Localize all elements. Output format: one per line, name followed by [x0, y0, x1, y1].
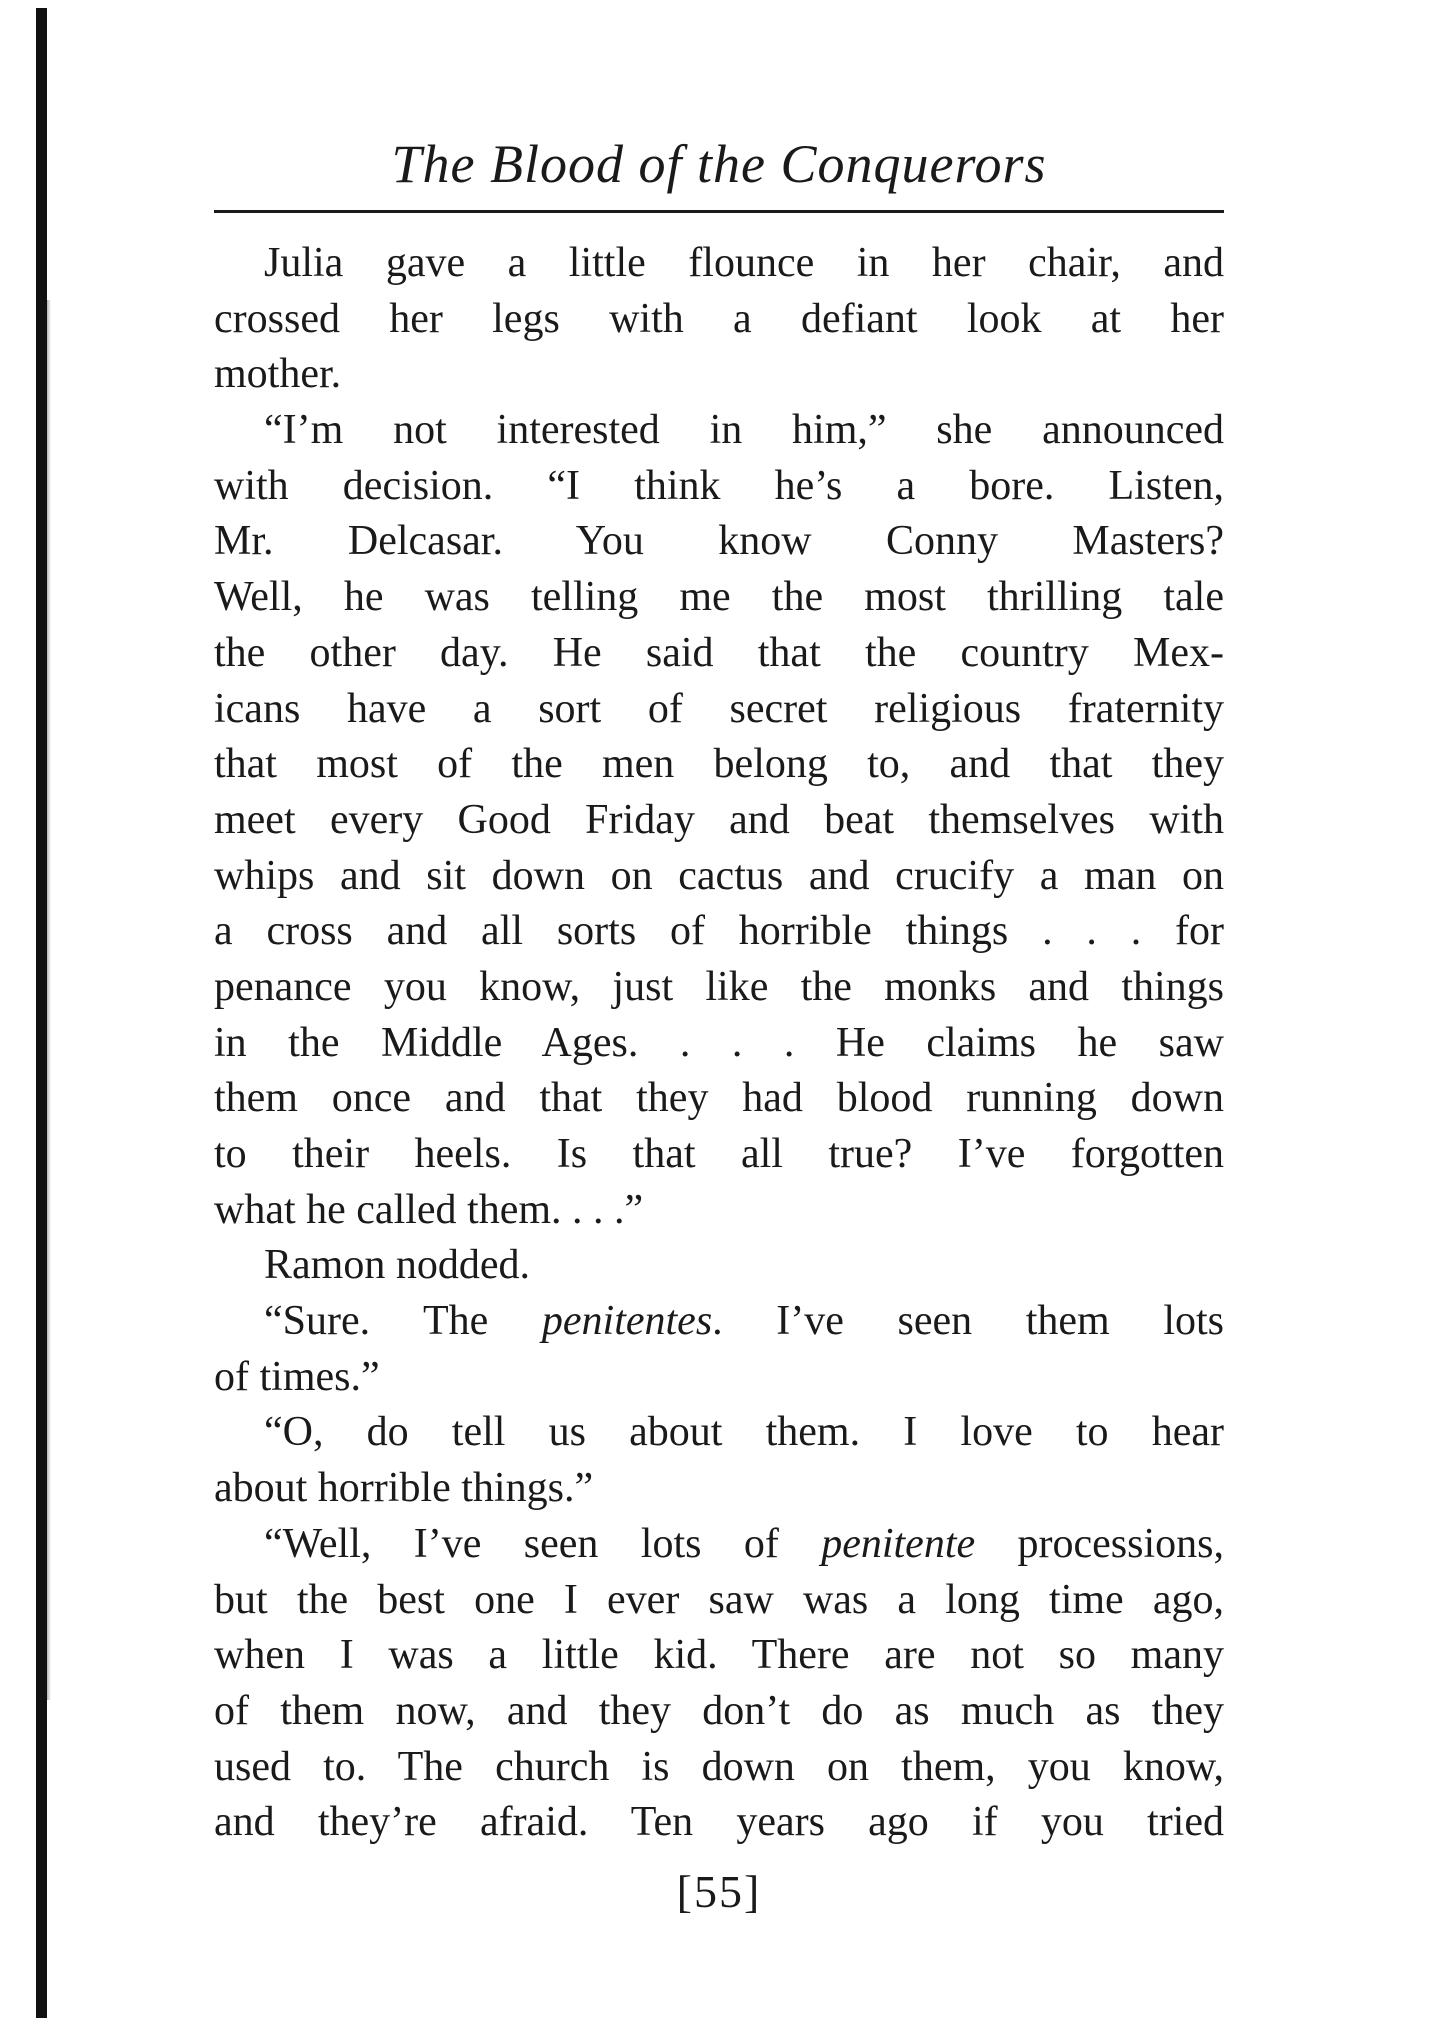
text-line: Mr. Delcasar. You know Conny Masters? — [214, 518, 1224, 565]
text-line: “Well, I’ve seen lots of penitente processions, — [264, 1520, 1224, 1567]
text-line: about horrible things.” — [214, 1465, 594, 1512]
text-line: when I was a little kid. There are not so many — [214, 1632, 1224, 1679]
text-line: in the Middle Ages. . . . He claims he saw — [214, 1019, 1224, 1066]
header-rule — [214, 210, 1224, 213]
text-line: and they’re afraid. Ten years ago if you tried — [214, 1799, 1224, 1846]
text-line: of them now, and they don’t do as much as they — [214, 1687, 1224, 1734]
running-head: The Blood of the Conquerors — [391, 134, 1047, 194]
text-line: them once and that they had blood running down — [214, 1075, 1224, 1122]
text-line: a cross and all sorts of horrible things . . . for — [214, 908, 1224, 955]
page-binding-edge — [36, 8, 47, 2018]
text-line: with decision. “I think he’s a bore. Listen, — [214, 462, 1224, 509]
text-line: icans have a sort of secret religious fraternity — [214, 685, 1224, 732]
page-binding-shadow — [47, 300, 51, 1700]
text-line: Ramon nodded. — [264, 1242, 530, 1289]
text-line: Well, he was telling me the most thrilling tale — [214, 574, 1224, 621]
text-line: “Sure. The penitentes. I’ve seen them lots — [264, 1298, 1225, 1345]
body-text — [214, 236, 1224, 1851]
text-line: whips and sit down on cactus and crucify a man on — [214, 852, 1224, 899]
text-line: used to. The church is down on them, you know, — [214, 1743, 1224, 1790]
text-line: meet every Good Friday and beat themselves with — [214, 796, 1224, 843]
text-line: crossed her legs with a defiant look at her — [214, 295, 1224, 342]
text-line: to their heels. Is that all true? I’ve forgotten — [214, 1131, 1224, 1177]
text-line: “I’m not interested in him,” she announced — [264, 407, 1224, 454]
text-line: what he called them. . . .” — [214, 1186, 644, 1233]
text-line: of times.” — [214, 1353, 380, 1400]
text-line: “O, do tell us about them. I love to hear — [264, 1409, 1224, 1456]
italic-term: penitente — [821, 1520, 976, 1567]
text-line: penance you know, just like the monks and things — [214, 963, 1224, 1010]
text-line: Julia gave a little flounce in her chair, and — [264, 240, 1224, 286]
italic-term: penitentes — [541, 1298, 713, 1345]
page-number: [55] — [676, 1866, 762, 1917]
text-line: the other day. He said that the country Mex- — [214, 629, 1224, 676]
text-line: but the best one I ever saw was a long time ago, — [214, 1576, 1224, 1623]
text-line: mother. — [214, 351, 342, 398]
text-line: that most of the men belong to, and that they — [214, 741, 1224, 788]
